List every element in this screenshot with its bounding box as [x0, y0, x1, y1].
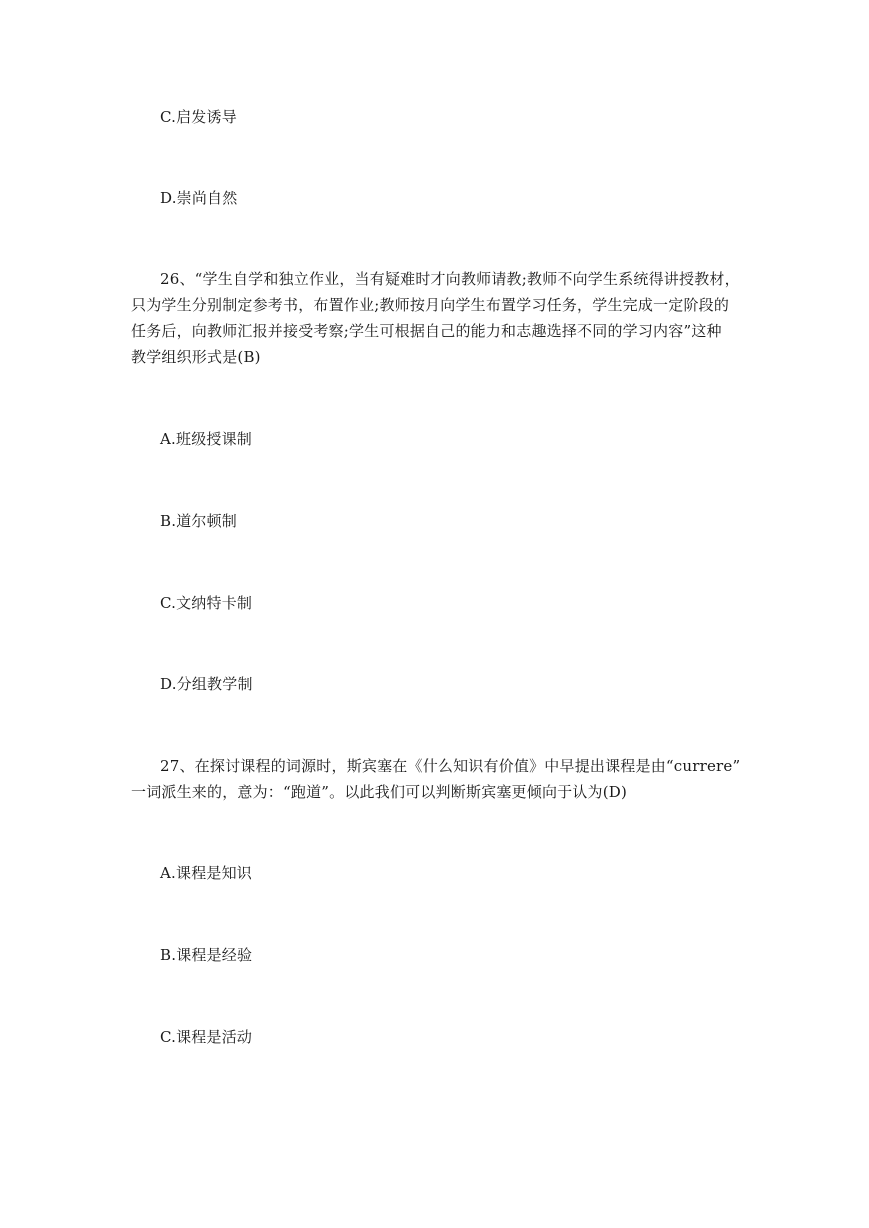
q27-option-b: B.课程是经验 [160, 946, 253, 964]
q26-option-a: A.班级授课制 [160, 430, 253, 448]
q26-option-c: C.文纳特卡制 [160, 594, 253, 612]
q27-stem-line-1: 27、在探讨课程的词源时，斯宾塞在《什么知识有价值》中早提出课程是由“currere” [160, 757, 741, 775]
q25-option-c: C.启发诱导 [160, 108, 237, 126]
q26-stem-line-2: 只为学生分别制定参考书，布置作业;教师按月向学生布置学习任务，学生完成一定阶段的 [131, 296, 730, 314]
q26-stem-line-4: 教学组织形式是(B) [131, 348, 261, 366]
q26-stem-line-1: 26、“学生自学和独立作业，当有疑难时才向教师请教;教师不向学生系统得讲授教材， [160, 270, 740, 288]
q27-option-c: C.课程是活动 [160, 1028, 253, 1046]
q25-option-d: D.崇尚自然 [160, 189, 238, 207]
q26-option-d: D.分组教学制 [160, 675, 253, 693]
q26-stem-line-3: 任务后，向教师汇报并接受考察;学生可根据自己的能力和志趣选择不同的学习内容”这种 [131, 322, 722, 340]
q27-option-a: A.课程是知识 [160, 864, 253, 882]
q27-stem-line-2: 一词派生来的，意为：“跑道”。以此我们可以判断斯宾塞更倾向于认为(D) [131, 783, 628, 801]
q26-option-b: B.道尔顿制 [160, 512, 237, 530]
